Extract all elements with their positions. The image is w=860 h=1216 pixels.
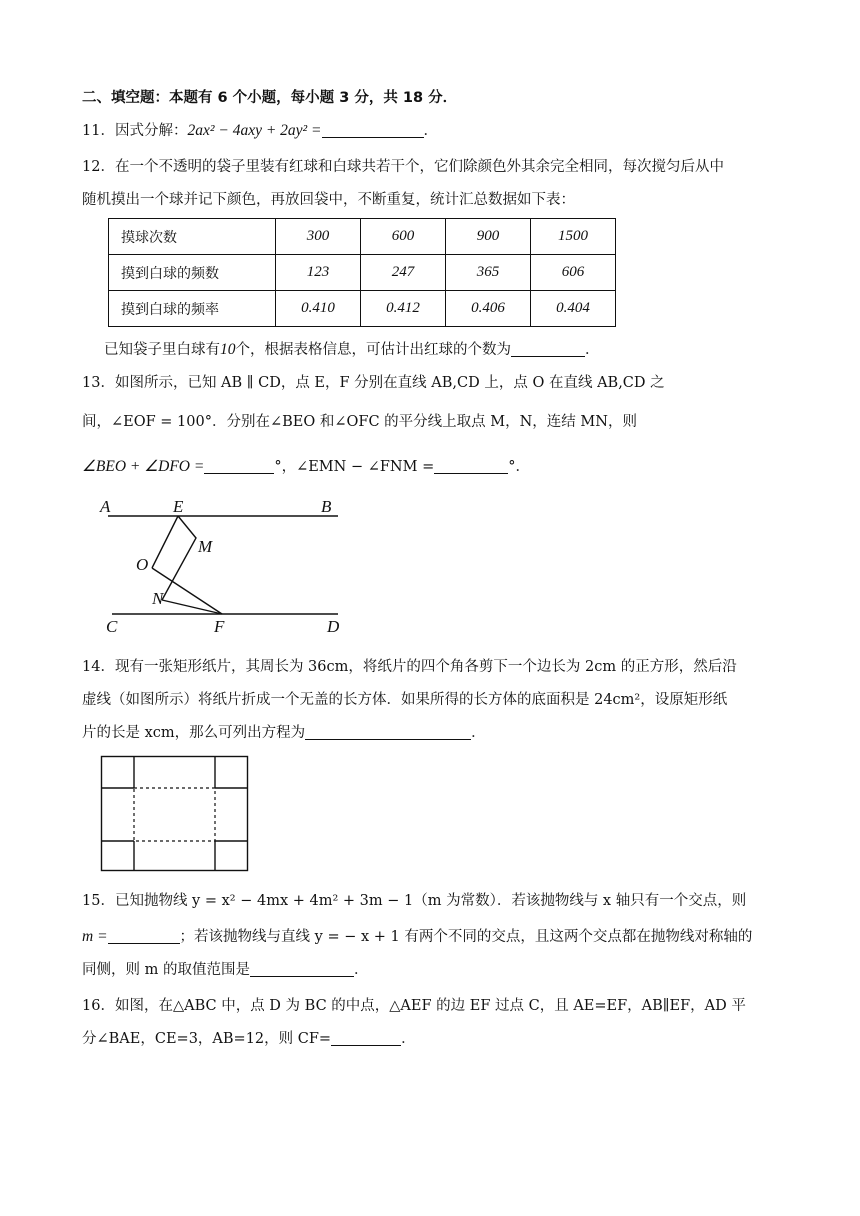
q15-suffix: ．: [353, 962, 369, 978]
table-cell: 606: [531, 255, 616, 291]
q12-suffix: ．: [585, 342, 600, 358]
q12-text-a: 已知袋子里白球有: [104, 342, 220, 358]
q15-text: ；若该抛物线与直线 y = − x + 1 有两个不同的交点，且这两个交点都在抛物线对称轴的: [179, 929, 753, 945]
table-row: [109, 291, 616, 327]
q12-line-2: 随机摸出一个球并记下颜色，再放回袋中，不断重复，统计汇总数据如下表：: [82, 192, 575, 208]
section-header: 二、填空题：本题有 6 个小题，每小题 3 分，共 18 分．: [82, 90, 458, 106]
q16-line-2: [82, 1029, 416, 1049]
q12-answer-blank[interactable]: [511, 341, 585, 357]
table-cell: 247: [361, 255, 446, 291]
table-row-header: 摸球次数: [109, 219, 276, 255]
q12-text-b: 个，根据表格信息，可估计出红球的个数为: [235, 342, 511, 358]
table-row: [109, 219, 616, 255]
q13-answer-blank-2[interactable]: [434, 458, 508, 474]
label-f: F: [214, 617, 225, 636]
q13-line-2: 间，∠EOF = 100°．分别在∠BEO 和∠OFC 的平分线上取点 M，N，连结 MN，则: [82, 414, 637, 430]
q15-line-1: 15．已知抛物线 y = x² − 4mx + 4m² + 3m − 1（m 为常数）．若该抛物线与 x 轴只有一个交点，则: [82, 893, 747, 909]
q15-line-2: [82, 927, 752, 947]
label-n: N: [152, 589, 164, 608]
q13-line-3: [82, 457, 530, 477]
q11-answer-blank[interactable]: [322, 122, 424, 138]
q14-figure: [100, 755, 252, 875]
q11-suffix: ．: [423, 123, 439, 139]
table-cell: 0.410: [276, 291, 361, 327]
q15-text-b: 同侧，则 m 的取值范围是: [82, 962, 250, 978]
paper-outline: [102, 757, 248, 871]
fold-line-dashed: [134, 788, 215, 841]
segment-nf: [162, 600, 222, 614]
segment-eo: [152, 516, 178, 568]
label-c: C: [106, 617, 118, 636]
table-row-header: 摸到白球的频率: [109, 291, 276, 327]
q15-line-3: [82, 960, 368, 980]
frequency-table: [108, 218, 616, 327]
table-cell: 0.406: [446, 291, 531, 327]
q12-white-count: 10: [220, 341, 236, 358]
label-o: O: [136, 555, 149, 574]
table-cell: 365: [446, 255, 531, 291]
q15-m-equals: m =: [82, 928, 108, 945]
q15-answer-blank-2[interactable]: [250, 961, 354, 977]
q13-answer-blank-1[interactable]: [204, 458, 274, 474]
q16-suffix: ．: [401, 1031, 416, 1047]
q13-line-1: 13．如图所示，已知 AB ∥ CD，点 E，F 分别在直线 AB,CD 上，点 O 在直线 AB,CD 之: [82, 375, 665, 391]
table-cell: 123: [276, 255, 361, 291]
table-cell: 900: [446, 219, 531, 255]
table-row: [109, 255, 616, 291]
q14-text: 片的长是 xcm，那么可列出方程为: [82, 725, 306, 741]
q11-expression: 2ax² − 4axy + 2ay² =: [187, 122, 322, 139]
q15-answer-blank-1[interactable]: [108, 928, 180, 944]
q13-expr-a: ∠BEO + ∠DFO =: [82, 458, 205, 475]
q12-line-1: 12．在一个不透明的袋子里装有红球和白球共若干个，它们除颜色外其余完全相同，每次搅匀后从中: [82, 159, 724, 175]
label-b: B: [321, 497, 332, 516]
table-cell: 1500: [531, 219, 616, 255]
table-row-header: 摸到白球的频数: [109, 255, 276, 291]
q16-line-1: 16．如图，在△ABC 中，点 D 为 BC 的中点，△AEF 的边 EF 过点 C，且 AE=EF，AB∥EF，AD 平: [82, 998, 746, 1014]
table-cell: 600: [361, 219, 446, 255]
label-m: M: [198, 537, 213, 556]
q13-expr-b: °，∠EMN − ∠FNM =: [274, 459, 435, 475]
q11-prefix: 11．因式分解：: [82, 123, 188, 139]
path-e-m-n: [162, 516, 196, 600]
q14-answer-blank[interactable]: [305, 724, 471, 740]
q12-line-3: [104, 340, 600, 360]
label-e: E: [173, 497, 184, 516]
q14-line-2: 虚线（如图所示）将纸片折成一个无盖的长方体．如果所得的长方体的底面积是 24cm²，设原矩形纸: [82, 692, 728, 708]
q14-suffix: ．: [471, 725, 486, 741]
label-a: A: [100, 497, 111, 516]
table-cell: 300: [276, 219, 361, 255]
q13-figure: [90, 494, 360, 640]
q13-expr-c: °．: [508, 459, 530, 475]
label-d: D: [327, 617, 340, 636]
q16-answer-blank[interactable]: [331, 1030, 401, 1046]
q14-line-3: [82, 723, 486, 743]
q14-line-1: 14．现有一张矩形纸片，其周长为 36cm，将纸片的四个角各剪下一个边长为 2cm 的正方形，然后沿: [82, 659, 737, 675]
q16-text: 分∠BAE，CE=3，AB=12，则 CF=: [82, 1031, 332, 1047]
table-cell: 0.404: [531, 291, 616, 327]
question-11: [82, 121, 438, 141]
table-cell: 0.412: [361, 291, 446, 327]
